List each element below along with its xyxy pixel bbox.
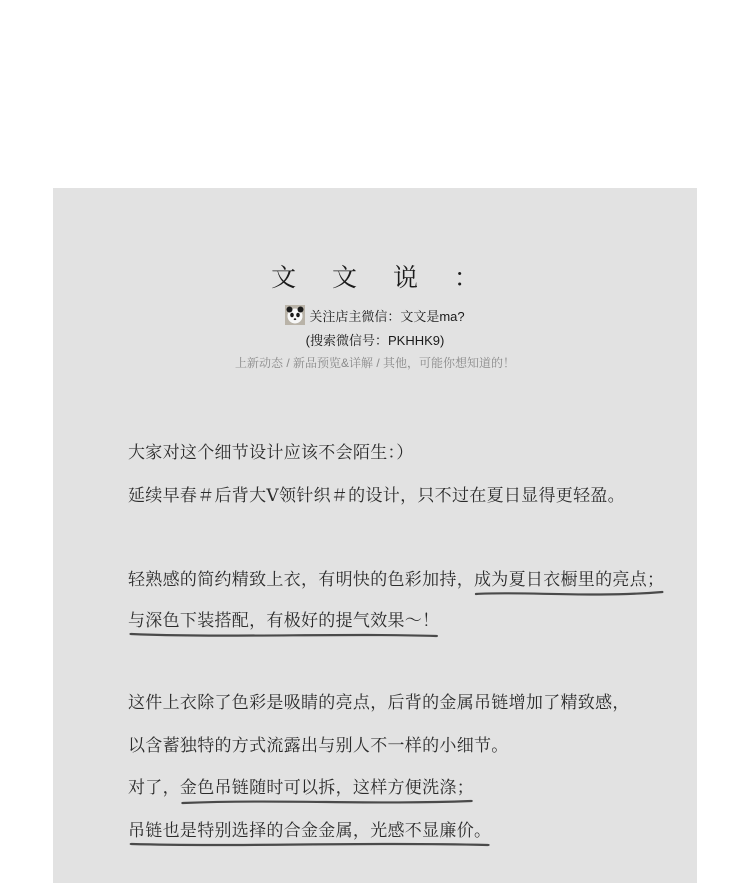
content-panel (53, 188, 697, 883)
paragraph-1-line-1: 大家对这个细节设计应该不会陌生：） (128, 443, 414, 463)
hand-drawn-underline (128, 630, 439, 642)
hand-drawn-underline (128, 840, 491, 852)
follow-benefits-text: 上新动态 / 新品预览&详解 / 其他，可能你想知道的！ (234, 356, 515, 370)
highlighted-phrase-text: 成为夏日衣橱里的亮点； (474, 570, 665, 590)
panda-avatar-icon (285, 305, 305, 325)
highlighted-phrase (128, 816, 491, 841)
highlighted-phrase-text: 吊链也是特别选择的合金金属，光感不显廉价。 (128, 821, 492, 841)
paragraph-1-line-2: 延续早春＃后背大Ⅴ领针织＃的设计，只不过在夏日显得更轻盈。 (128, 486, 625, 506)
hand-drawn-underline (180, 797, 474, 809)
highlighted-phrase (128, 606, 439, 631)
paragraph-2-line-1 (128, 565, 664, 590)
hand-drawn-underline (474, 589, 664, 601)
highlighted-phrase-text: 金色吊链随时可以拆，这样方便洗涤； (179, 778, 475, 798)
wechat-contact-text: 关注店主微信：文文是ma? (309, 308, 465, 324)
wechat-id-text: (搜索微信号：PKHHK9) (305, 333, 445, 348)
paragraph-2-line-2 (128, 606, 439, 631)
paragraph-3-line-2: 以含蓄独特的方式流露出与别人不一样的小细节。 (128, 736, 509, 756)
highlighted-phrase (474, 565, 664, 590)
paragraph-3-line-1: 这件上衣除了色彩是吸睛的亮点，后背的金属吊链增加了精致感， (128, 693, 630, 713)
highlighted-phrase-text: 与深色下装搭配，有极好的提气效果～！ (128, 611, 440, 631)
paragraph-3-line-3 (128, 773, 474, 798)
highlighted-phrase (180, 773, 474, 798)
wechat-contact (53, 305, 697, 325)
page-title: 文 文 说 ： (271, 263, 493, 292)
paragraph-3-line-4 (128, 816, 491, 841)
paragraph-2-line-1-text: 轻熟感的简约精致上衣，有明快的色彩加持， (128, 570, 474, 590)
paragraph-3-line-3-text: 对了， (128, 778, 180, 798)
